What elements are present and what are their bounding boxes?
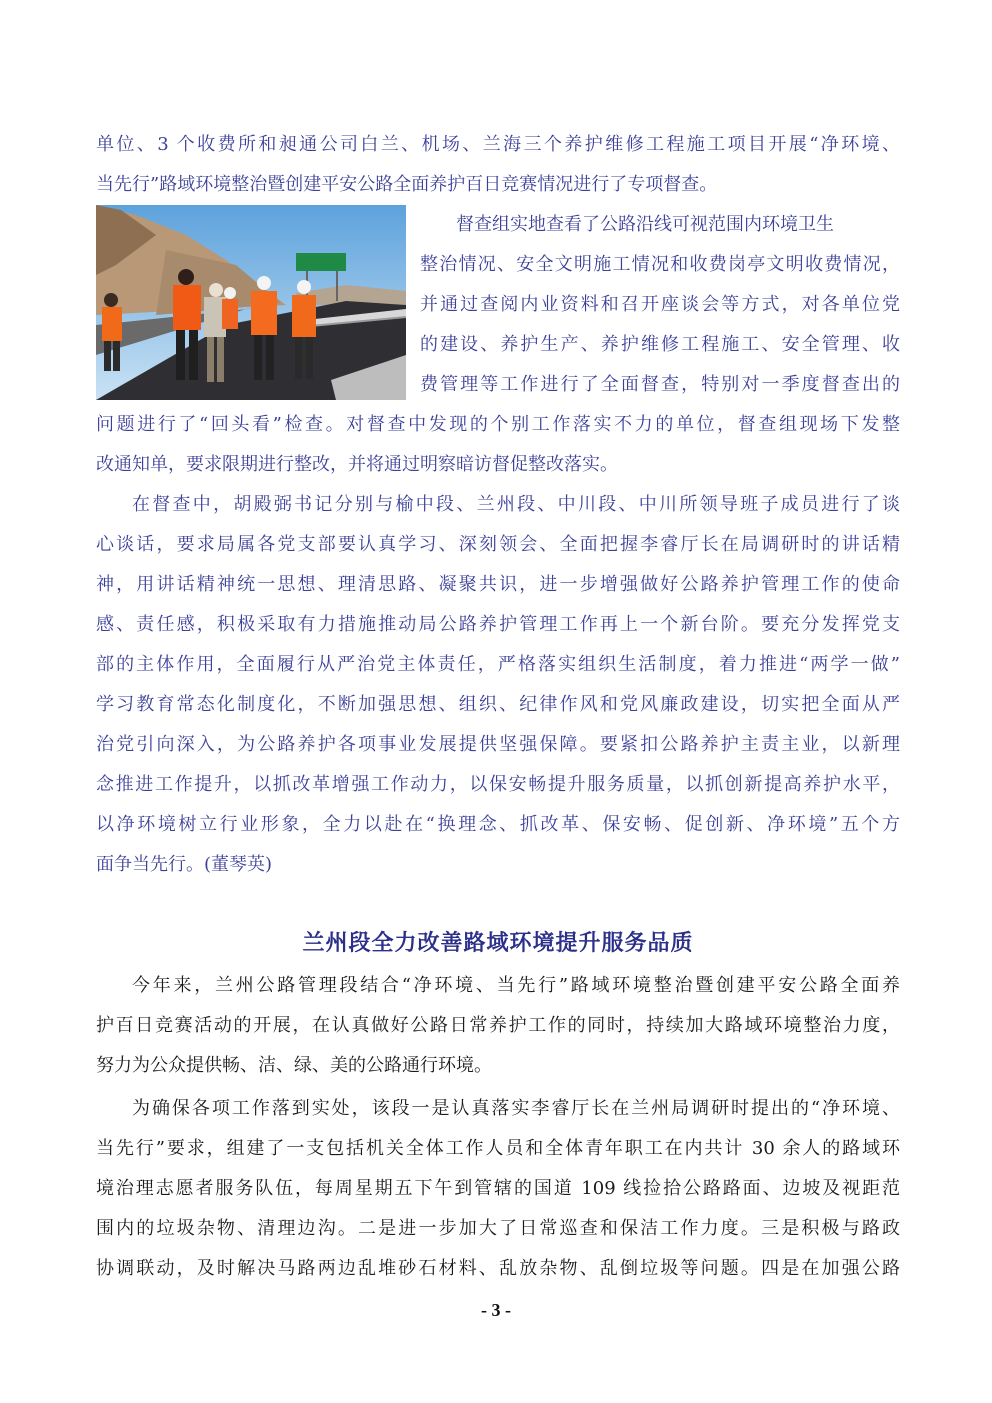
- text-line: 并通过查阅内业资料和召开座谈会等方式，对各单位党: [420, 294, 900, 315]
- text-line: 督查组实地查看了公路沿线可视范围内环境卫生: [456, 214, 834, 235]
- text-line: 部的主体作用，全面履行从严治党主体责任，严格落实组织生活制度，着力推进“两学一做”: [96, 654, 900, 675]
- text-line: 境治理志愿者服务队伍，每周星期五下午到管辖的国道 109 线捡拾公路路面、边坡及视距范: [96, 1178, 900, 1199]
- photo-illustration: [96, 205, 406, 400]
- text-line: 单位、3 个收费所和昶通公司白兰、机场、兰海三个养护维修工程施工项目开展“净环境、: [96, 134, 900, 155]
- text-line: 问题进行了“回头看”检查。对督查中发现的个别工作落实不力的单位，督查组现场下发整: [96, 414, 900, 435]
- text-line: 改通知单，要求限期进行整改，并将通过明察暗访督促整改落实。: [96, 454, 618, 475]
- text-line: 神，用讲话精神统一思想、理清思路、凝聚共识，进一步增强做好公路养护管理工作的使命: [96, 574, 900, 595]
- text-line: 整治情况、安全文明施工情况和收费岗亭文明收费情况，: [420, 254, 900, 275]
- text-line: 的建设、养护生产、养护维修工程施工、安全管理、收: [420, 334, 900, 355]
- text-line: 围内的垃圾杂物、清理边沟。二是进一步加大了日常巡查和保洁工作力度。三是积极与路政: [96, 1218, 900, 1239]
- text-line: 为确保各项工作落到实处，该段一是认真落实李睿厅长在兰州局调研时提出的“净环境、: [132, 1098, 900, 1119]
- text-line: 努力为公众提供畅、洁、绿、美的公路通行环境。: [96, 1055, 492, 1076]
- text-line: 在督查中，胡殿弼书记分别与榆中段、兰州段、中川段、中川所领导班子成员进行了谈: [132, 494, 900, 515]
- text-line: 协调联动，及时解决马路两边乱堆砂石材料、乱放杂物、乱倒垃圾等问题。四是在加强公路: [96, 1258, 900, 1279]
- text-line: 今年来，兰州公路管理段结合“净环境、当先行”路域环境整治暨创建平安公路全面养: [132, 975, 900, 996]
- text-line: 当先行”路域环境整治暨创建平安公路全面养护百日竞赛情况进行了专项督查。: [96, 174, 718, 195]
- text-line: 费管理等工作进行了全面督查，特别对一季度督查出的: [420, 374, 900, 395]
- text-line: 心谈话，要求局属各党支部要认真学习、深刻领会、全面把握李睿厅长在局调研时的讲话精: [96, 534, 900, 555]
- page-number: - 3 -: [481, 1300, 511, 1320]
- text-line: 学习教育常态化制度化，不断加强思想、组织、纪律作风和党风廉政建设，切实把全面从严: [96, 694, 900, 715]
- text-line: 以净环境树立行业形象，全力以赴在“换理念、抓改革、保安畅、促创新、净环境”五个方: [96, 814, 900, 835]
- text-line: 治党引向深入，为公路养护各项事业发展提供坚强保障。要紧扣公路养护主责主业，以新理: [96, 734, 900, 755]
- text-line: 感、责任感，积极采取有力措施推动局公路养护管理工作再上一个新台阶。要充分发挥党支: [96, 614, 900, 635]
- text-line: 当先行”要求，组建了一支包括机关全体工作人员和全体青年职工在内共计 30 余人的路域环: [96, 1138, 900, 1159]
- text-line: 念推进工作提升，以抓改革增强工作动力，以保安畅提升服务质量，以抓创新提高养护水平，: [96, 774, 900, 795]
- article-heading: 兰州段全力改善路域环境提升服务品质: [302, 931, 694, 956]
- inspection-photo: [96, 205, 406, 400]
- text-line: 面争当先行。(董琴英): [96, 854, 273, 875]
- text-line: 护百日竞赛活动的开展，在认真做好公路日常养护工作的同时，持续加大路域环境整治力度，: [96, 1015, 900, 1036]
